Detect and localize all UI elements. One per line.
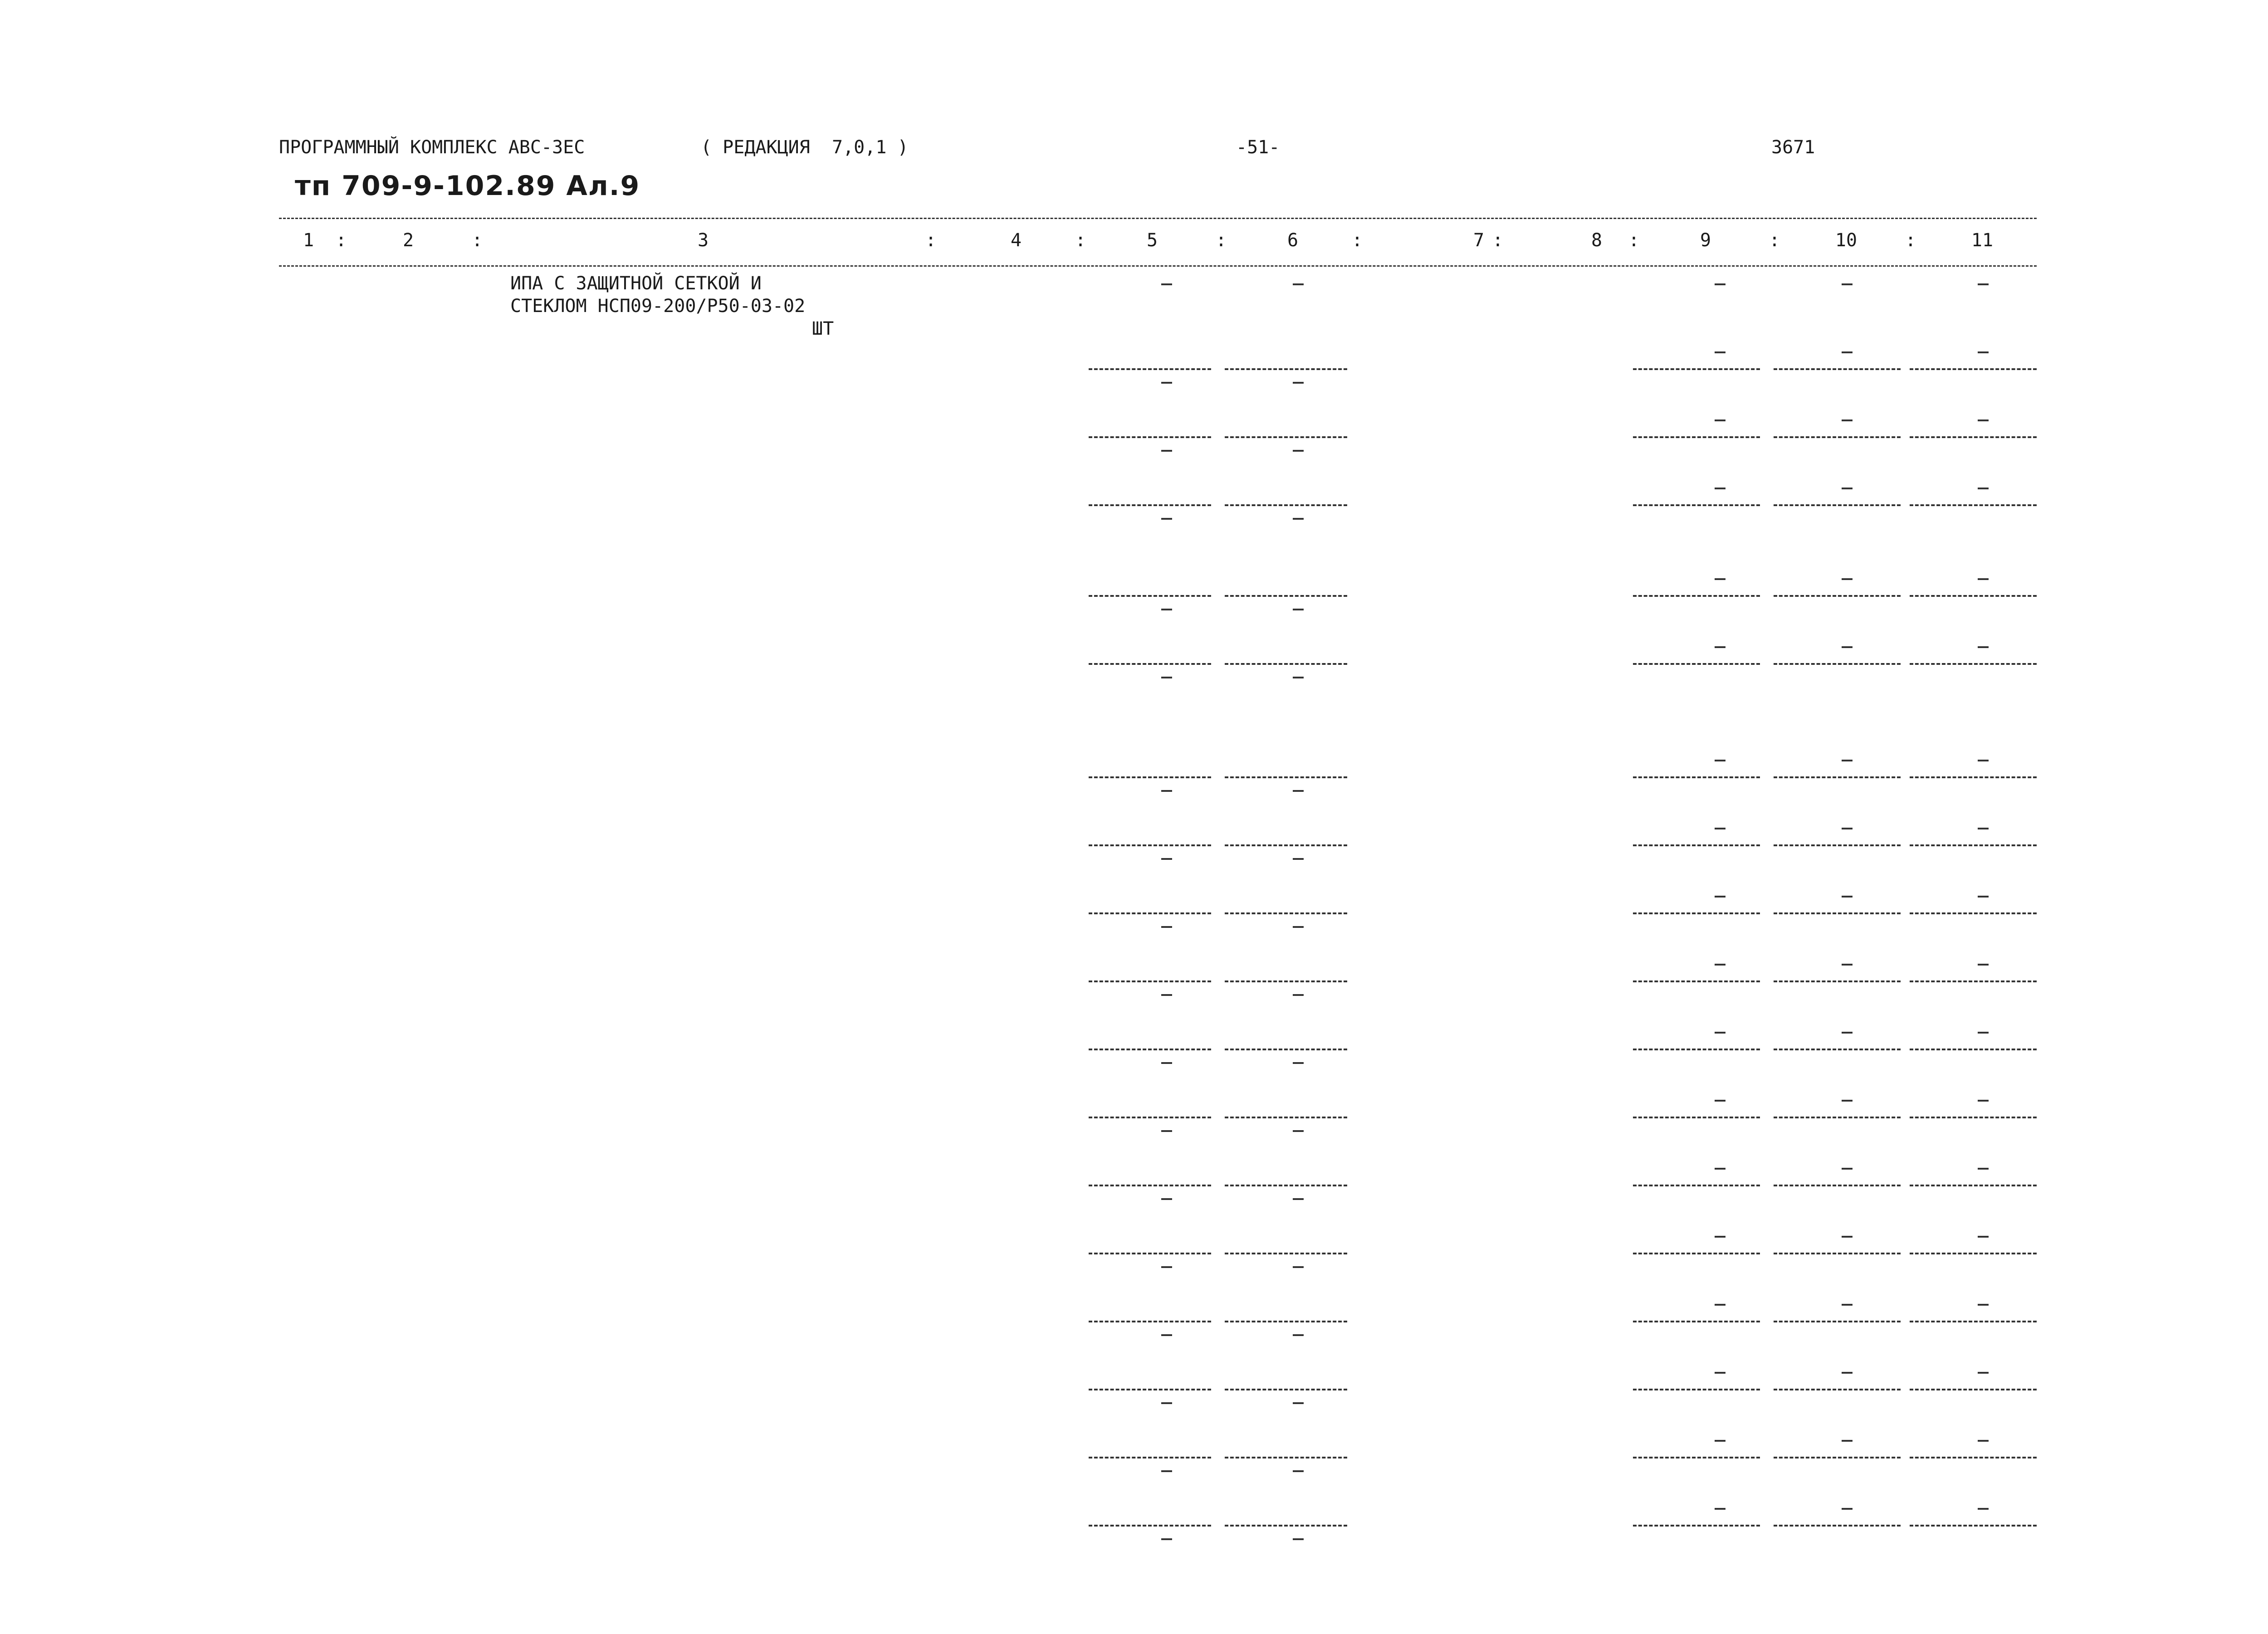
underline-col9-11 [1910,663,2037,665]
underline-col5 [1089,663,1211,665]
dash-mark [1161,1130,1172,1132]
dash-mark [1842,828,1853,829]
column-number-11: 11 [1971,230,1994,251]
dash-mark [1842,1100,1853,1102]
underline-col5 [1089,980,1211,982]
underline-col5 [1089,776,1211,778]
column-separator: : [925,230,937,251]
dash-mark [1293,1470,1304,1472]
dash-mark [1293,926,1304,928]
column-number-7: 7 [1473,230,1485,251]
underline-col9-11 [1910,504,2037,506]
underline-col6 [1225,912,1347,914]
dash-mark [1978,896,1989,897]
dash-mark [1978,828,1989,829]
dash-mark [1715,896,1725,897]
underline-col9-11 [1774,595,1901,597]
document-number: 3671 [1771,137,1815,158]
dash-mark [1293,1062,1304,1064]
dash-mark [1161,858,1172,860]
dash-mark [1715,828,1725,829]
column-number-8: 8 [1591,230,1603,251]
dash-mark [1715,1100,1725,1102]
underline-col9-11 [1633,1049,1760,1050]
underline-col9-11 [1774,980,1901,982]
underline-col6 [1225,436,1347,438]
dash-mark [1978,646,1989,648]
underline-col5 [1089,1321,1211,1322]
underline-col6 [1225,776,1347,778]
continuation-unit: ШТ [812,318,834,339]
dash-mark [1293,609,1304,610]
dash-mark [1293,450,1304,452]
continuation-line: СТЕКЛОМ НСП09-200/Р50-03-02 [510,296,806,317]
dash-mark [1978,964,1989,966]
dash-mark [1978,488,1989,489]
dash-mark [1842,419,1853,421]
underline-col5 [1089,504,1211,506]
dash-mark [1842,351,1853,353]
column-number-5: 5 [1146,230,1158,251]
underline-col9-11 [1910,980,2037,982]
underline-col9-11 [1633,1253,1760,1254]
dash-mark [1715,1508,1725,1510]
column-number-1: 1 [303,230,314,251]
underline-col9-11 [1774,776,1901,778]
dash-mark [1293,1198,1304,1200]
program-title: ПРОГРАММНЫЙ КОМПЛЕКС АВС-3ЕС [279,137,585,158]
underline-col9-11 [1774,844,1901,846]
dash-mark [1978,1372,1989,1374]
column-separator: : [336,230,347,251]
dash-mark [1161,1470,1172,1472]
edition-label: ( РЕДАКЦИЯ 7,0,1 ) [701,137,909,158]
underline-col9-11 [1910,844,2037,846]
column-separator: : [1352,230,1363,251]
dash-mark [1978,283,1989,285]
dash-mark [1715,578,1725,580]
column-separator: : [1492,230,1504,251]
underline-col6 [1225,1049,1347,1050]
underline-col6 [1225,1525,1347,1527]
underline-col5 [1089,368,1211,370]
dash-mark [1842,896,1853,897]
underline-col9-11 [1774,1389,1901,1390]
dash-mark [1293,1266,1304,1268]
dash-mark [1161,1062,1172,1064]
underline-col9-11 [1774,1117,1901,1118]
column-separator: : [1216,230,1227,251]
underline-col9-11 [1910,1457,2037,1458]
underline-col9-11 [1774,1185,1901,1186]
underline-col9-11 [1774,1049,1901,1050]
dash-mark [1978,578,1989,580]
dash-mark [1715,646,1725,648]
underline-col9-11 [1633,504,1760,506]
underline-col6 [1225,1253,1347,1254]
dash-mark [1978,1236,1989,1238]
underline-col9-11 [1633,595,1760,597]
underline-col9-11 [1910,436,2037,438]
underline-col5 [1089,1185,1211,1186]
dash-mark [1715,488,1725,489]
underline-col9-11 [1633,1117,1760,1118]
underline-col9-11 [1633,776,1760,778]
underline-col6 [1225,504,1347,506]
underline-col5 [1089,912,1211,914]
header-rule-bottom [279,265,2037,267]
dash-mark [1978,1168,1989,1170]
underline-col9-11 [1774,368,1901,370]
column-number-2: 2 [402,230,414,251]
underline-col6 [1225,980,1347,982]
dash-mark [1161,926,1172,928]
underline-col6 [1225,844,1347,846]
dash-mark [1715,1440,1725,1442]
dash-mark [1293,677,1304,678]
dash-mark [1842,760,1853,761]
underline-col9-11 [1633,663,1760,665]
underline-col9-11 [1633,980,1760,982]
dash-mark [1842,1168,1853,1170]
column-number-10: 10 [1835,230,1857,251]
underline-col5 [1089,1253,1211,1254]
dash-mark [1978,351,1989,353]
dash-mark [1842,1508,1853,1510]
dash-mark [1293,1402,1304,1404]
underline-col5 [1089,436,1211,438]
underline-col6 [1225,663,1347,665]
underline-col9-11 [1633,368,1760,370]
underline-col5 [1089,844,1211,846]
dash-mark [1842,1372,1853,1374]
underline-col9-11 [1633,844,1760,846]
dash-mark [1715,351,1725,353]
column-number-9: 9 [1700,230,1711,251]
underline-col6 [1225,1117,1347,1118]
dash-mark [1842,1440,1853,1442]
dash-mark [1293,1130,1304,1132]
underline-col9-11 [1774,912,1901,914]
underline-col9-11 [1774,1457,1901,1458]
dash-mark [1842,578,1853,580]
dash-mark [1715,760,1725,761]
dash-mark [1161,994,1172,996]
underline-col9-11 [1910,912,2037,914]
dash-mark [1293,994,1304,996]
project-reference: тп 709-9-102.89 Ал.9 [295,170,640,202]
dash-mark [1715,419,1725,421]
dash-mark [1293,858,1304,860]
underline-col5 [1089,1049,1211,1050]
column-separator: : [1905,230,1916,251]
dash-mark [1978,1440,1989,1442]
dash-mark [1715,964,1725,966]
dash-mark [1161,790,1172,792]
underline-col9-11 [1774,1525,1901,1527]
dash-mark [1715,283,1725,285]
dash-mark [1842,488,1853,489]
dash-mark [1978,760,1989,761]
dash-mark [1161,1538,1172,1540]
underline-col9-11 [1633,1185,1760,1186]
underline-col9-11 [1910,1253,2037,1254]
underline-col9-11 [1633,912,1760,914]
dash-mark [1161,1334,1172,1336]
dash-mark [1978,1304,1989,1306]
dash-mark [1161,677,1172,678]
dash-mark [1293,1538,1304,1540]
dash-mark [1978,1032,1989,1034]
dash-mark [1978,1100,1989,1102]
underline-col9-11 [1910,776,2037,778]
dash-mark [1161,1198,1172,1200]
dash-mark [1842,1236,1853,1238]
underline-col6 [1225,1457,1347,1458]
dash-mark [1161,518,1172,520]
dash-mark [1161,609,1172,610]
underline-col9-11 [1774,1321,1901,1322]
underline-col5 [1089,1117,1211,1118]
underline-col9-11 [1910,1117,2037,1118]
underline-col6 [1225,368,1347,370]
dash-mark [1715,1168,1725,1170]
underline-col9-11 [1633,1457,1760,1458]
column-separator: : [1628,230,1640,251]
dash-mark [1978,1508,1989,1510]
dash-mark [1715,1304,1725,1306]
column-separator: : [472,230,483,251]
underline-col6 [1225,595,1347,597]
dash-mark [1715,1032,1725,1034]
underline-col5 [1089,595,1211,597]
dash-mark [1161,382,1172,384]
dash-mark [1293,790,1304,792]
underline-col6 [1225,1185,1347,1186]
underline-col5 [1089,1525,1211,1527]
dash-mark [1842,1032,1853,1034]
dash-mark [1978,419,1989,421]
page-number: -51- [1236,137,1280,158]
column-separator: : [1075,230,1086,251]
column-separator: : [1769,230,1780,251]
continuation-line: ИПА С ЗАЩИТНОЙ СЕТКОЙ И [510,273,762,294]
underline-col6 [1225,1321,1347,1322]
column-number-3: 3 [697,230,709,251]
underline-col5 [1089,1389,1211,1390]
dash-mark [1842,964,1853,966]
underline-col9-11 [1633,436,1760,438]
underline-col9-11 [1774,504,1901,506]
underline-col5 [1089,1457,1211,1458]
underline-col9-11 [1774,436,1901,438]
underline-col9-11 [1774,1253,1901,1254]
underline-col9-11 [1910,1185,2037,1186]
dash-mark [1715,1372,1725,1374]
column-number-6: 6 [1287,230,1299,251]
dash-mark [1842,646,1853,648]
dash-mark [1842,1304,1853,1306]
underline-col9-11 [1910,595,2037,597]
header-rule-top [279,218,2037,219]
underline-col9-11 [1633,1321,1760,1322]
underline-col9-11 [1633,1525,1760,1527]
dash-mark [1161,1266,1172,1268]
dash-mark [1293,518,1304,520]
underline-col9-11 [1910,368,2037,370]
column-number-4: 4 [1010,230,1022,251]
dash-mark [1842,283,1853,285]
dash-mark [1161,1402,1172,1404]
dash-mark [1161,283,1172,285]
dash-mark [1161,450,1172,452]
dash-mark [1293,1334,1304,1336]
dash-mark [1293,382,1304,384]
underline-col6 [1225,1389,1347,1390]
underline-col9-11 [1910,1049,2037,1050]
underline-col9-11 [1910,1525,2037,1527]
dash-mark [1293,283,1304,285]
dash-mark [1715,1236,1725,1238]
underline-col9-11 [1774,663,1901,665]
underline-col9-11 [1910,1389,2037,1390]
underline-col9-11 [1910,1321,2037,1322]
underline-col9-11 [1633,1389,1760,1390]
